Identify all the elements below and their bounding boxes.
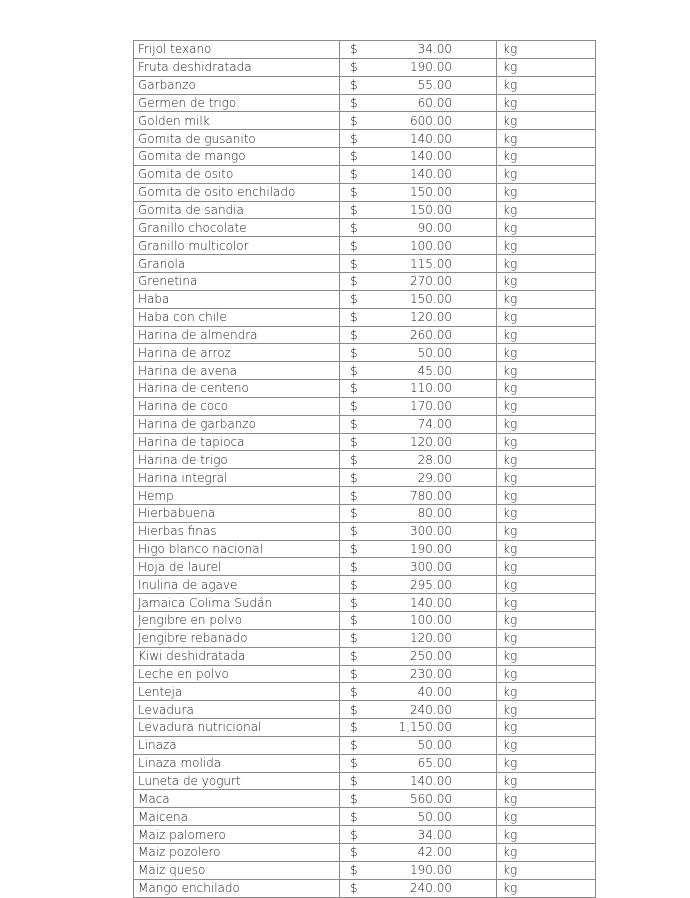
product-price: 1,150.00 [378,719,497,737]
table-row [134,308,596,326]
product-price: 110.00 [378,380,497,398]
product-name: Granillo multicolor [134,237,340,255]
currency-symbol: $ [340,683,379,701]
currency-symbol: $ [340,719,379,737]
product-price: 170.00 [378,397,497,415]
product-price: 34.00 [378,41,497,59]
product-name: Inulina de agave [134,576,340,594]
product-unit: kg [497,540,596,558]
product-price: 55.00 [378,76,497,94]
product-unit: kg [497,94,596,112]
table-row [134,576,596,594]
product-name: Jengibre en polvo [134,612,340,630]
table-row [134,843,596,861]
product-name: Harina de arroz [134,344,340,362]
product-name: Maiz palomero [134,826,340,844]
table-row [134,701,596,719]
currency-symbol: $ [340,790,379,808]
currency-symbol: $ [340,469,379,487]
product-price: 120.00 [378,629,497,647]
product-unit: kg [497,433,596,451]
table-row [134,451,596,469]
product-price: 120.00 [378,308,497,326]
product-price: 28.00 [378,451,497,469]
product-name: Levadura nutricional [134,719,340,737]
table-row [134,647,596,665]
product-price: 300.00 [378,522,497,540]
product-price: 45.00 [378,362,497,380]
table-row [134,665,596,683]
product-name: Haba con chile [134,308,340,326]
currency-symbol: $ [340,94,379,112]
currency-symbol: $ [340,665,379,683]
product-name: Harina de avena [134,362,340,380]
currency-symbol: $ [340,647,379,665]
product-unit: kg [497,879,596,897]
product-unit: kg [497,130,596,148]
product-price: 50.00 [378,344,497,362]
product-name: Levadura [134,701,340,719]
product-name: Hierbabuena [134,504,340,522]
product-unit: kg [497,861,596,879]
product-name: Hoja de laurel [134,558,340,576]
product-unit: kg [497,148,596,166]
product-price: 240.00 [378,879,497,897]
table-row [134,165,596,183]
currency-symbol: $ [340,326,379,344]
product-price: 60.00 [378,94,497,112]
product-name: Garbanzo [134,76,340,94]
product-unit: kg [497,451,596,469]
product-unit: kg [497,576,596,594]
product-price: 65.00 [378,754,497,772]
currency-symbol: $ [340,433,379,451]
currency-symbol: $ [340,451,379,469]
table-row [134,826,596,844]
table-row [134,397,596,415]
product-price: 230.00 [378,665,497,683]
product-unit: kg [497,629,596,647]
table-row [134,290,596,308]
product-name: Harina de coco [134,397,340,415]
table-row [134,790,596,808]
product-unit: kg [497,415,596,433]
product-unit: kg [497,612,596,630]
product-name: Harina de trigo [134,451,340,469]
table-row [134,612,596,630]
product-unit: kg [497,308,596,326]
product-unit: kg [497,826,596,844]
product-price: 100.00 [378,612,497,630]
product-name: Maiz queso [134,861,340,879]
product-price: 190.00 [378,58,497,76]
currency-symbol: $ [340,344,379,362]
currency-symbol: $ [340,130,379,148]
currency-symbol: $ [340,540,379,558]
table-row [134,772,596,790]
currency-symbol: $ [340,826,379,844]
currency-symbol: $ [340,219,379,237]
currency-symbol: $ [340,612,379,630]
table-row [134,255,596,273]
product-name: Luneta de yogurt [134,772,340,790]
product-unit: kg [497,326,596,344]
product-unit: kg [497,736,596,754]
table-row [134,41,596,59]
currency-symbol: $ [340,772,379,790]
table-row [134,94,596,112]
currency-symbol: $ [340,487,379,505]
table-row [134,183,596,201]
product-name: Harina de centeno [134,380,340,398]
product-price: 150.00 [378,290,497,308]
product-unit: kg [497,504,596,522]
product-unit: kg [497,665,596,683]
product-name: Hemp [134,487,340,505]
table-row [134,540,596,558]
product-name: Haba [134,290,340,308]
product-price: 120.00 [378,433,497,451]
table-row [134,879,596,897]
table-row [134,504,596,522]
product-unit: kg [497,719,596,737]
product-price: 74.00 [378,415,497,433]
product-name: Harina de tapioca [134,433,340,451]
table-row [134,594,596,612]
product-price: 140.00 [378,594,497,612]
product-name: Harina de garbanzo [134,415,340,433]
table-row [134,629,596,647]
product-unit: kg [497,558,596,576]
product-price: 190.00 [378,861,497,879]
product-name: Gomita de mango [134,148,340,166]
product-price: 260.00 [378,326,497,344]
product-name: Jamaica Colima Sudán [134,594,340,612]
product-price: 270.00 [378,272,497,290]
product-unit: kg [497,344,596,362]
table-row [134,861,596,879]
product-price: 240.00 [378,701,497,719]
table-row [134,148,596,166]
product-name: Granola [134,255,340,273]
table-row [134,326,596,344]
product-name: Maiz pozolero [134,843,340,861]
currency-symbol: $ [340,736,379,754]
currency-symbol: $ [340,380,379,398]
product-price: 50.00 [378,808,497,826]
currency-symbol: $ [340,397,379,415]
product-price: 150.00 [378,201,497,219]
product-price: 40.00 [378,683,497,701]
product-price: 190.00 [378,540,497,558]
currency-symbol: $ [340,362,379,380]
product-name: Gomita de sandia [134,201,340,219]
currency-symbol: $ [340,415,379,433]
table-row [134,201,596,219]
product-unit: kg [497,237,596,255]
product-name: Kiwi deshidratada [134,647,340,665]
product-unit: kg [497,487,596,505]
currency-symbol: $ [340,58,379,76]
product-unit: kg [497,647,596,665]
currency-symbol: $ [340,201,379,219]
product-name: Fruta deshidratada [134,58,340,76]
product-name: Mango enchilado [134,879,340,897]
table-row [134,415,596,433]
currency-symbol: $ [340,148,379,166]
product-unit: kg [497,380,596,398]
product-unit: kg [497,469,596,487]
product-unit: kg [497,808,596,826]
product-unit: kg [497,683,596,701]
table-row [134,112,596,130]
price-list-table [133,40,596,898]
product-unit: kg [497,219,596,237]
currency-symbol: $ [340,861,379,879]
product-unit: kg [497,522,596,540]
table-row [134,272,596,290]
product-name: Germen de trigo [134,94,340,112]
product-unit: kg [497,41,596,59]
product-name: Golden milk [134,112,340,130]
product-unit: kg [497,183,596,201]
product-price: 90.00 [378,219,497,237]
product-unit: kg [497,362,596,380]
table-row [134,237,596,255]
product-name: Higo blanco nacional [134,540,340,558]
product-price: 29.00 [378,469,497,487]
currency-symbol: $ [340,165,379,183]
currency-symbol: $ [340,522,379,540]
currency-symbol: $ [340,629,379,647]
currency-symbol: $ [340,76,379,94]
product-name: Maicena [134,808,340,826]
currency-symbol: $ [340,290,379,308]
product-unit: kg [497,58,596,76]
product-name: Grenetina [134,272,340,290]
currency-symbol: $ [340,504,379,522]
product-name: Maca [134,790,340,808]
product-price: 140.00 [378,772,497,790]
table-row [134,219,596,237]
table-row [134,754,596,772]
product-name: Linaza [134,736,340,754]
table-row [134,380,596,398]
product-unit: kg [497,272,596,290]
table-row [134,76,596,94]
product-unit: kg [497,255,596,273]
table-row [134,736,596,754]
product-unit: kg [497,397,596,415]
product-name: Leche en polvo [134,665,340,683]
product-price: 115.00 [378,255,497,273]
currency-symbol: $ [340,576,379,594]
product-name: Hierbas finas [134,522,340,540]
currency-symbol: $ [340,808,379,826]
table-row [134,522,596,540]
currency-symbol: $ [340,843,379,861]
product-price: 50.00 [378,736,497,754]
product-name: Frijol texano [134,41,340,59]
product-price: 80.00 [378,504,497,522]
currency-symbol: $ [340,308,379,326]
product-unit: kg [497,790,596,808]
product-name: Harina de almendra [134,326,340,344]
product-unit: kg [497,165,596,183]
product-price: 560.00 [378,790,497,808]
table-row [134,469,596,487]
table-row [134,362,596,380]
product-unit: kg [497,112,596,130]
price-list-body [134,41,596,898]
currency-symbol: $ [340,255,379,273]
product-name: Lenteja [134,683,340,701]
product-unit: kg [497,772,596,790]
currency-symbol: $ [340,754,379,772]
product-unit: kg [497,843,596,861]
product-price: 140.00 [378,165,497,183]
product-unit: kg [497,76,596,94]
currency-symbol: $ [340,183,379,201]
product-name: Harina integral [134,469,340,487]
currency-symbol: $ [340,41,379,59]
product-price: 780.00 [378,487,497,505]
product-price: 600.00 [378,112,497,130]
currency-symbol: $ [340,272,379,290]
product-unit: kg [497,201,596,219]
product-name: Gomita de osito [134,165,340,183]
product-name: Linaza molida [134,754,340,772]
product-name: Gomita de osito enchilado [134,183,340,201]
currency-symbol: $ [340,701,379,719]
product-price: 295.00 [378,576,497,594]
product-name: Granillo chocolate [134,219,340,237]
table-row [134,558,596,576]
currency-symbol: $ [340,879,379,897]
product-name: Jengibre rebanado [134,629,340,647]
product-price: 300.00 [378,558,497,576]
currency-symbol: $ [340,237,379,255]
product-price: 140.00 [378,148,497,166]
product-price: 34.00 [378,826,497,844]
product-price: 42.00 [378,843,497,861]
table-row [134,130,596,148]
table-row [134,719,596,737]
currency-symbol: $ [340,558,379,576]
currency-symbol: $ [340,594,379,612]
table-row [134,344,596,362]
product-unit: kg [497,594,596,612]
product-name: Gomita de gusanito [134,130,340,148]
currency-symbol: $ [340,112,379,130]
table-row [134,808,596,826]
product-price: 100.00 [378,237,497,255]
table-row [134,683,596,701]
product-unit: kg [497,701,596,719]
product-price: 250.00 [378,647,497,665]
product-price: 150.00 [378,183,497,201]
product-price: 140.00 [378,130,497,148]
table-row [134,487,596,505]
table-row [134,58,596,76]
product-unit: kg [497,754,596,772]
product-unit: kg [497,290,596,308]
table-row [134,433,596,451]
